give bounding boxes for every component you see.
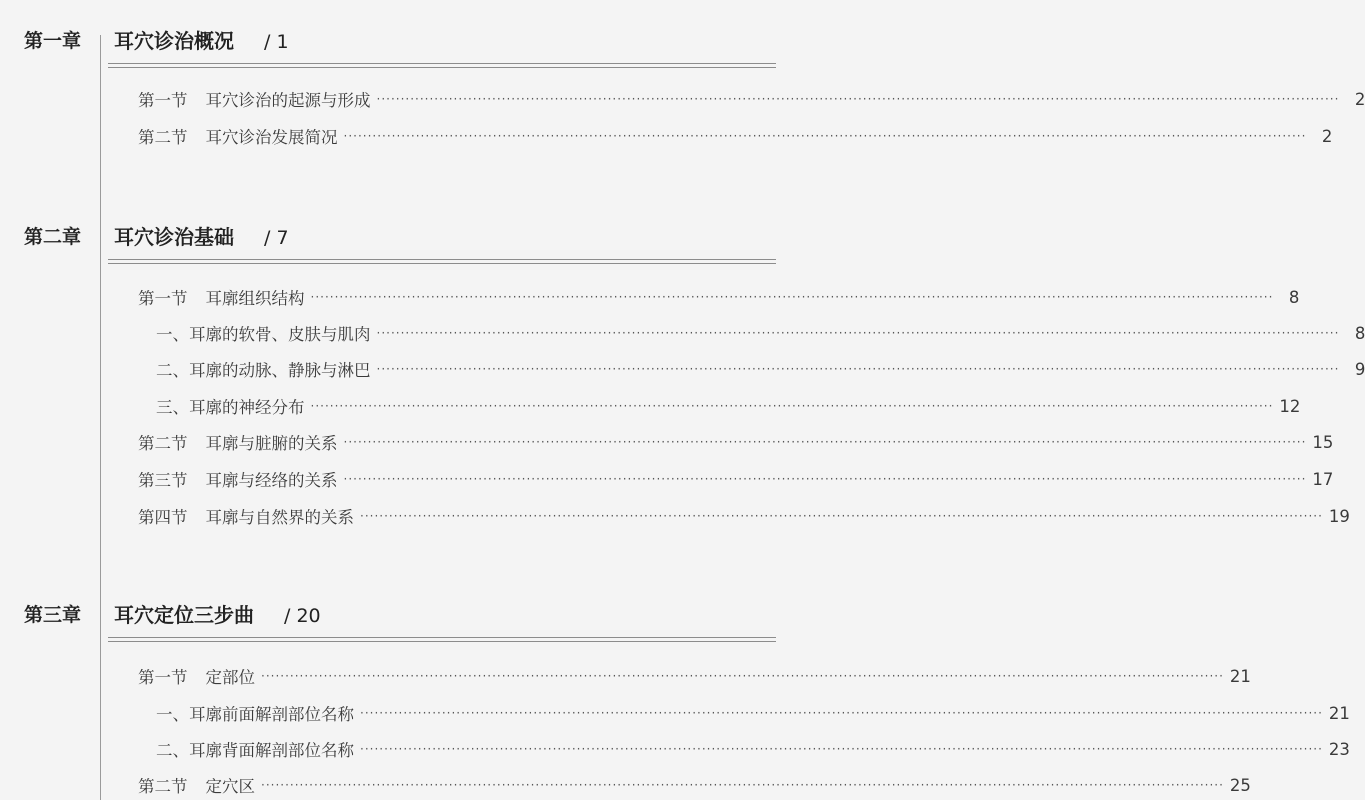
dot-leader: ········································································································································································································ [310, 290, 1274, 304]
dot-leader: ········································································································································································································ [376, 362, 1340, 376]
entry-page: 8 [1354, 323, 1365, 343]
chapter-page: / 20 [284, 605, 321, 627]
chapter-rule [108, 637, 776, 642]
toc-entry[interactable] [138, 773, 1251, 797]
chapter-rule [108, 63, 776, 68]
dot-leader: ········································································································································································································ [261, 669, 1224, 683]
section-number: 第三节 [138, 471, 188, 490]
entry-title: 二、耳廓的动脉、静脉与淋巴 [156, 361, 371, 380]
entry-title: 二、耳廓背面解剖部位名称 [156, 741, 354, 760]
section-number: 第二节 [138, 777, 188, 796]
chapter-title-text: 耳穴诊治基础 [114, 225, 234, 249]
toc-entry[interactable] [156, 394, 1301, 418]
dot-leader: ········································································································································································································ [310, 399, 1274, 413]
chapter-divider-line [100, 35, 101, 800]
entry-page: 23 [1328, 739, 1350, 759]
dot-leader: ········································································································································································································ [261, 778, 1224, 792]
toc-entry[interactable] [138, 504, 1350, 528]
toc-entry[interactable] [138, 664, 1251, 688]
dot-leader: ········································································································································································································ [343, 472, 1307, 486]
dot-leader: ········································································································································································································ [360, 509, 1323, 523]
chapter-title-text: 耳穴诊治概况 [114, 29, 234, 53]
toc-entry[interactable] [138, 87, 1365, 111]
entry-title: 定部位 [205, 668, 255, 687]
chapter-title[interactable] [114, 601, 321, 630]
chapter-rule [108, 259, 776, 264]
entry-page: 9 [1354, 359, 1365, 379]
toc-entry[interactable] [156, 357, 1365, 381]
entry-page: 17 [1312, 469, 1334, 489]
chapter-title[interactable] [114, 223, 289, 252]
entry-title: 一、耳廓前面解剖部位名称 [156, 705, 354, 724]
entry-title: 三、耳廓的神经分布 [156, 398, 305, 417]
entry-page: 19 [1328, 506, 1350, 526]
chapter-page: / 1 [264, 31, 289, 53]
entry-title: 耳穴诊治发展简况 [205, 128, 338, 147]
entry-page: 2 [1354, 89, 1365, 109]
chapter-number: 第二章 [24, 226, 82, 248]
dot-leader: ········································································································································································································ [343, 129, 1307, 143]
section-number: 第一节 [138, 91, 188, 110]
entry-title: 一、耳廓的软骨、皮肤与肌肉 [156, 325, 371, 344]
toc-entry[interactable] [156, 321, 1365, 345]
toc-entry[interactable] [156, 737, 1350, 761]
toc-entry[interactable] [138, 285, 1300, 309]
section-number: 第二节 [138, 128, 188, 147]
entry-page: 8 [1288, 287, 1300, 307]
entry-page: 21 [1328, 703, 1350, 723]
dot-leader: ········································································································································································································ [360, 742, 1323, 756]
chapter-title[interactable] [114, 27, 289, 56]
section-number: 第一节 [138, 289, 188, 308]
toc-entry[interactable] [138, 430, 1334, 454]
entry-page: 12 [1279, 396, 1301, 416]
entry-title: 耳廓与经络的关系 [205, 471, 338, 490]
dot-leader: ········································································································································································································ [343, 435, 1307, 449]
entry-page: 2 [1321, 126, 1333, 146]
entry-title: 耳穴诊治的起源与形成 [205, 91, 371, 110]
section-number: 第二节 [138, 434, 188, 453]
section-number: 第四节 [138, 508, 188, 527]
entry-page: 15 [1312, 432, 1334, 452]
chapter-number: 第三章 [24, 604, 82, 626]
chapter-title-text: 耳穴定位三步曲 [114, 603, 254, 627]
dot-leader: ········································································································································································································ [376, 92, 1340, 106]
toc-entry[interactable] [138, 467, 1334, 491]
dot-leader: ········································································································································································································ [360, 706, 1323, 720]
entry-page: 21 [1229, 666, 1251, 686]
entry-title: 耳廓与脏腑的关系 [205, 434, 338, 453]
dot-leader: ········································································································································································································ [376, 326, 1340, 340]
entry-page: 25 [1229, 775, 1251, 795]
entry-title: 耳廓与自然界的关系 [205, 508, 354, 527]
toc-entry[interactable] [156, 701, 1350, 725]
entry-title: 耳廓组织结构 [205, 289, 305, 308]
chapter-page: / 7 [264, 227, 289, 249]
entry-title: 定穴区 [205, 777, 255, 796]
toc-entry[interactable] [138, 124, 1333, 148]
chapter-number: 第一章 [24, 30, 82, 52]
section-number: 第一节 [138, 668, 188, 687]
